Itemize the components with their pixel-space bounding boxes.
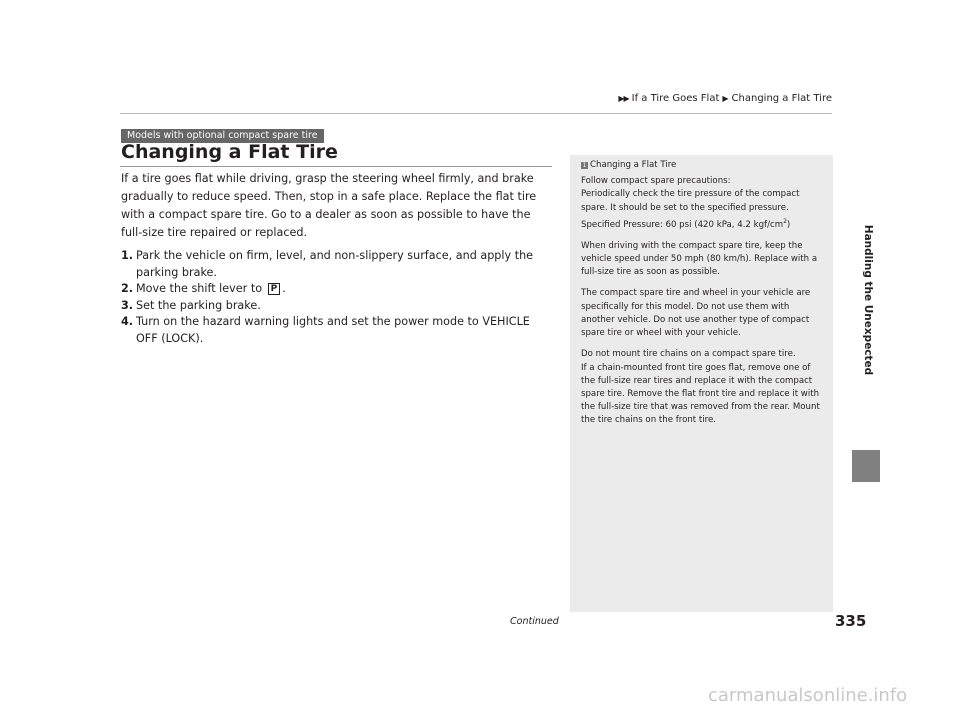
breadcrumb — [600, 93, 832, 104]
note-marker-icon: 1 — [582, 162, 587, 170]
header-rule — [120, 113, 832, 114]
watermark: carmanualsonline.info — [708, 685, 908, 706]
step-text: Turn on the hazard warning lights and set the power mode to VEHICLE OFF (LOCK). — [136, 315, 530, 345]
sidebar-line: Follow compact spare precautions: — [581, 176, 731, 187]
park-gear-icon: P — [268, 283, 281, 295]
intro-paragraph: If a tire goes flat while driving, grasp the steering wheel firmly, and brake gradually to reduce speed. Then, stop in a safe place. Replace the flat tire with a compact spare tire. Go to a dealer as soon as possible to have the full-size tire repaired or replaced. — [121, 172, 537, 239]
chapter-side-label: Handling the Unexpected — [862, 224, 874, 376]
step-text — [136, 281, 553, 298]
page-title: Changing a Flat Tire — [121, 141, 338, 163]
step-1 — [121, 248, 553, 281]
step-4 — [121, 314, 553, 347]
pressure-end: ) — [786, 219, 791, 230]
step-3 — [121, 298, 553, 315]
model-badge: Models with optional compact spare tire — [121, 129, 324, 143]
sidebar-paragraph: When driving with the compact spare tire, keep the vehicle speed under 50 mph (80 km/h). Replace with a full-size tire as soon as possible. — [581, 240, 818, 278]
pressure-text: Specified Pressure: 60 psi (420 kPa, 4.2 kgf/cm — [581, 219, 784, 230]
breadcrumb-section[interactable]: If a Tire Goes Flat — [631, 93, 720, 104]
title-rule — [120, 166, 552, 167]
step-number: 4. — [121, 315, 134, 328]
step-text-before: Move the shift lever to — [136, 282, 263, 295]
sidebar-note — [570, 155, 833, 612]
step-list — [121, 248, 553, 347]
step-text: Set the parking brake. — [136, 298, 261, 312]
double-triangle-right-icon: ▶▶ — [618, 94, 629, 103]
sidebar-paragraph: The compact spare tire and wheel in your vehicle are specifically for this model. Do not use them with another vehicle. Do not use another type of compact spare tire or wheel with your vehicle. — [581, 288, 811, 339]
step-number: 1. — [121, 249, 134, 262]
sidebar-paragraph: If a chain-mounted front tire goes flat, remove one of the full-size rear tires and replace it with the compact spare tire. Remove the flat front tire and replace it with the full-size tire that was removed from the rear. Mount the tire chains on the front tire. — [581, 362, 820, 426]
continued-label: Continued — [510, 616, 559, 627]
triangle-right-icon: ▶ — [722, 94, 729, 103]
step-number: 3. — [121, 298, 134, 312]
sidebar-line: Periodically check the tire pressure of the compact spare. It should be set to the specified pressure. — [581, 189, 800, 213]
sidebar-pressure — [581, 215, 823, 232]
step-text-after: . — [282, 282, 286, 295]
step-number: 2. — [121, 282, 134, 295]
sidebar-line: Do not mount tire chains on a compact spare tire. — [581, 349, 796, 360]
step-text: Park the vehicle on firm, level, and non-slippery surface, and apply the parking brake. — [136, 249, 534, 279]
page-number: 335 — [835, 612, 867, 630]
pressure-superscript: 2 — [783, 217, 787, 225]
sidebar-heading — [581, 159, 823, 172]
chapter-tab[interactable] — [852, 450, 880, 482]
breadcrumb-page[interactable]: Changing a Flat Tire — [731, 93, 832, 104]
step-2 — [121, 281, 553, 298]
sidebar-heading-text: Changing a Flat Tire — [590, 160, 677, 170]
